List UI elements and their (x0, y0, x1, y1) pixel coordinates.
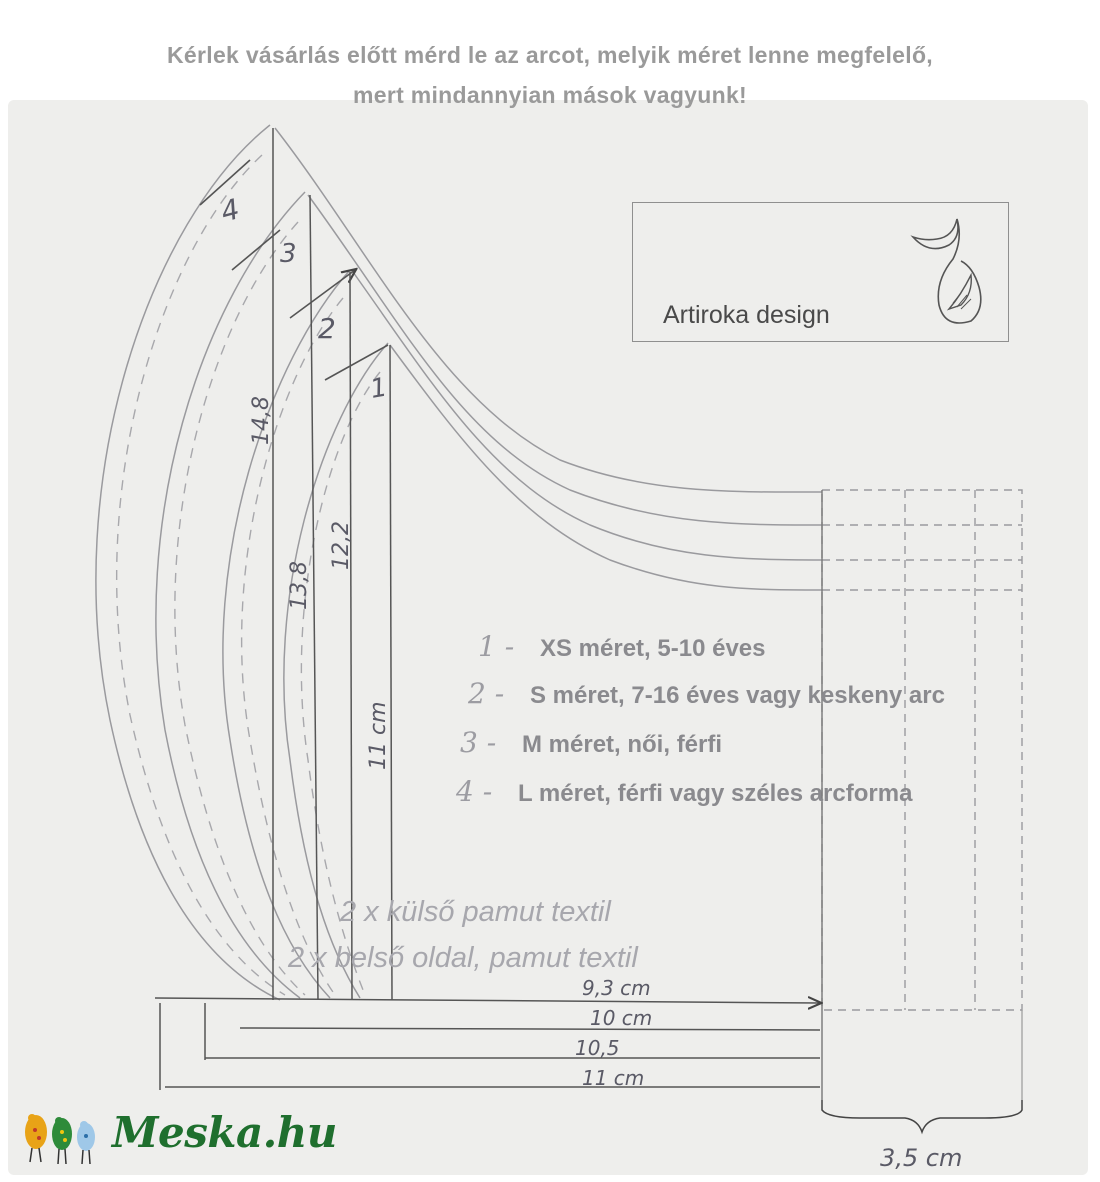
curve-2-left (223, 270, 350, 998)
curve-4-left (96, 125, 280, 1000)
artiroka-logo-box (632, 202, 1009, 342)
size-legend-4 (456, 775, 912, 808)
size-legend-2-label: S méret, 7-16 éves vagy keskeny arc (530, 682, 945, 709)
curve-label-4: 4 (217, 192, 244, 229)
fabric-note-outer: 2 x külső pamut textil (340, 896, 611, 928)
height-label-2: 12,2 (329, 521, 354, 570)
logo-text: Artiroka design (663, 301, 830, 329)
size-legend-2 (468, 677, 945, 710)
size-legend-1-label: XS méret, 5-10 éves (540, 635, 766, 662)
size-legend-3 (460, 726, 722, 759)
size-legend-4-label: L méret, férfi vagy széles arcforma (518, 780, 913, 807)
meska-brand[interactable] (14, 1102, 337, 1172)
side-width-label: 3,5 cm (880, 1144, 963, 1172)
curve-3-left (156, 192, 305, 998)
curve-label-1: 1 (368, 372, 390, 405)
instruction-line-2: mert mindannyian mások vagyunk! (352, 82, 748, 108)
curve-1-right (390, 345, 822, 590)
width-label-4: 11 cm (582, 1066, 645, 1090)
width-label-3: 10,5 (575, 1036, 620, 1060)
size-legend-2-num: 2 - (468, 677, 505, 710)
size-legend-4-num: 4 - (456, 775, 493, 808)
curve-label-2: 2 (318, 312, 336, 345)
size-legend-3-num: 3 - (460, 726, 497, 759)
meska-logo-text: Meska.hu (112, 1108, 337, 1157)
size-legend-1 (478, 630, 765, 663)
width-label-2: 10 cm (590, 1006, 653, 1030)
width-label-1: 9,3 cm (582, 976, 651, 1000)
height-label-1: 11 cm (366, 701, 391, 770)
fabric-note-inner: 2 x belső oldal, pamut textil (288, 942, 638, 974)
side-width-brace (822, 1100, 1022, 1132)
fox-logo-icon (901, 209, 991, 329)
instruction-line-1: Kérlek vásárlás előtt mérd le az arcot, melyik méret lenne megfelelő, (167, 42, 933, 68)
size-legend-3-label: M méret, női, férfi (522, 731, 723, 758)
size-legend-1-num: 1 - (478, 630, 515, 663)
birds-logo-icon (14, 1102, 110, 1172)
curve-label-3: 3 (280, 239, 297, 269)
height-label-3: 13,8 (287, 561, 312, 610)
height-label-4: 14,8 (249, 396, 274, 445)
